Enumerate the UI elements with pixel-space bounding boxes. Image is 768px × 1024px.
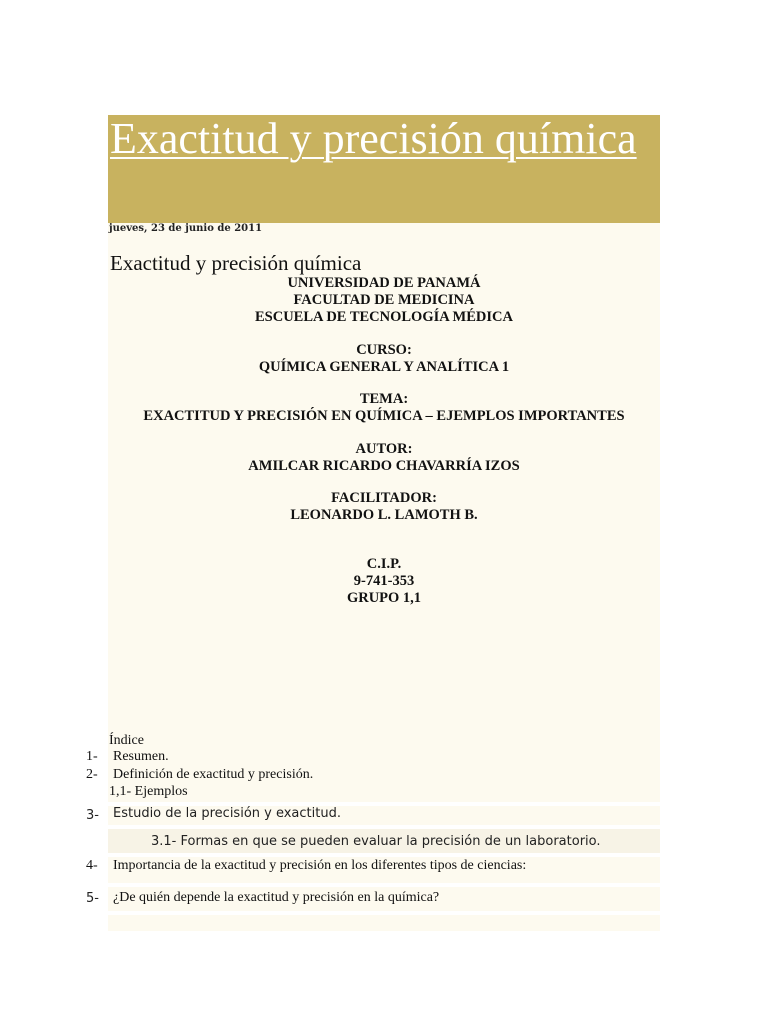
post-title: Exactitud y precisión química: [110, 251, 362, 275]
index-item-number: 1-: [86, 749, 98, 764]
author-label: AUTOR:: [355, 441, 413, 457]
course-label: CURSO:: [356, 342, 412, 358]
index-item: Definición de exactitud y precisión.: [113, 767, 314, 782]
index-item-number: 3-: [86, 808, 99, 823]
cip-label: C.I.P.: [366, 556, 402, 572]
group-label: GRUPO 1,1: [346, 590, 422, 606]
university-name: UNIVERSIDAD DE PANAMÁ: [287, 275, 481, 291]
index-item: Resumen.: [113, 749, 169, 764]
index-heading: Índice: [109, 733, 144, 748]
blog-title-link[interactable]: Exactitud y precisión química: [110, 114, 637, 163]
index-item-number: 4-: [86, 858, 98, 873]
divider: [108, 883, 660, 887]
index-subitem: 1,1- Ejemplos: [109, 784, 188, 799]
topic-name: EXACTITUD Y PRECISIÓN EN QUÍMICA – EJEMPLOS IMPORTANTES: [143, 408, 625, 424]
faculty-name: FACULTAD DE MEDICINA: [293, 292, 475, 308]
index-item: Estudio de la precisión y exactitud.: [113, 806, 341, 821]
index-item: Importancia de la exactitud y precisión en los diferentes tipos de ciencias:: [113, 858, 527, 873]
school-name: ESCUELA DE TECNOLOGÍA MÉDICA: [255, 309, 513, 325]
post-date: jueves, 23 de junio de 2011: [109, 223, 263, 234]
facilitator-name: LEONARDO L. LAMOTH B.: [290, 507, 478, 523]
course-name: QUÍMICA GENERAL Y ANALÍTICA 1: [258, 359, 510, 375]
index-subitem: 3.1- Formas en que se pueden evaluar la precisión de un laboratorio.: [151, 834, 601, 849]
author-name: AMILCAR RICARDO CHAVARRÍA IZOS: [248, 458, 520, 474]
index-item-number: 2-: [86, 767, 98, 782]
index-item: ¿De quién depende la exactitud y precisión en la química?: [113, 890, 440, 905]
cip-number: 9-741-353: [353, 573, 415, 589]
index-item-number: 5-: [86, 891, 99, 906]
facilitator-label: FACILITADOR:: [331, 490, 437, 506]
divider: [108, 911, 660, 915]
divider: [108, 853, 660, 857]
topic-label: TEMA:: [359, 391, 409, 407]
